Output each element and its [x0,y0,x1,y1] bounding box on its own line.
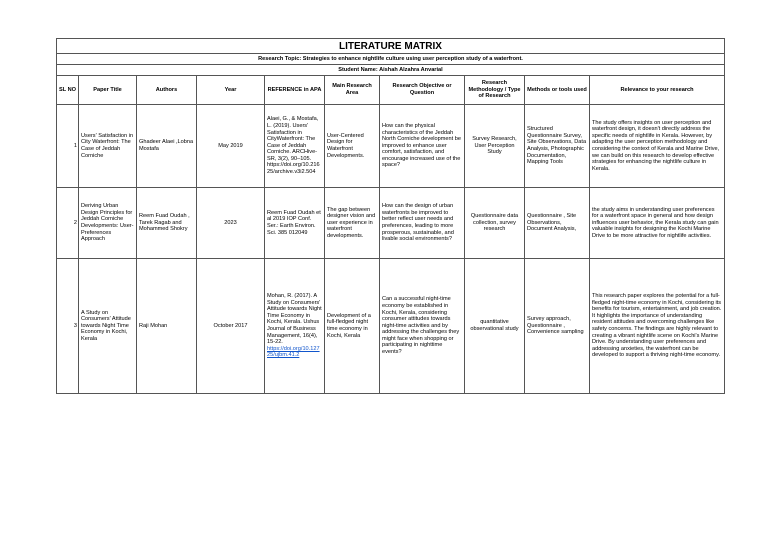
header-row [57,76,725,105]
cell-authors: Raji Mohan [137,259,197,394]
literature-matrix-table [56,38,725,394]
reference-text: Mohan, R. (2017). A Study on Consumers' Attitude towards Night Time Economy in Kochi, Kerala. Ushus Journal of Business Management, 16(4), 15-22. [267,293,322,346]
cell-reference: Reem Fuad Oudah et al 2019 IOP Conf. Ser.: Earth Environ. Sci. 385 012049 [265,188,325,259]
col-header-main-research-area: Main Research Area [325,76,380,105]
col-header-sl-no: SL NO [57,76,79,105]
cell-main-research-area: The gap between designer vision and user experience in waterfront developments. [325,188,380,259]
cell-year: May 2019 [197,105,265,188]
cell-year: October 2017 [197,259,265,394]
cell-methods-tools: Survey approach, Questionnaire , Convenience sampling [525,259,590,394]
col-header-reference: REFERENCE in APA [265,76,325,105]
student-name: Student Name: Aishah Alzahra Anvarial [57,65,725,76]
doi-link[interactable]: https://doi.org/10.12725/ujbm.41.2 [267,345,320,359]
table-row [57,259,725,394]
col-header-relevance: Relevance to your research [590,76,725,105]
cell-methods-tools: Questionnaire , Site Observations, Document Analysis, [525,188,590,259]
col-header-methods-tools: Methods or tools used [525,76,590,105]
cell-methodology: Survey Research, User Perception Study [465,105,525,188]
cell-sl-no: 1 [57,105,79,188]
cell-methodology: quantitative observational study [465,259,525,394]
research-topic: Research Topic: Strategies to enhance nightlife culture using user perception study of a waterfront. [57,54,725,65]
col-header-methodology: Research Methodology / Type of Research [465,76,525,105]
cell-objective: How can the design of urban waterfronts be improved to better reflect user needs and preferences, leading to more prosperous, sustainable, and livable social environments? [380,188,465,259]
cell-main-research-area: Development of a full-fledged night time economy in Kochi, Kerala [325,259,380,394]
cell-sl-no: 2 [57,188,79,259]
cell-relevance: This research paper explores the potential for a full-fledged night-time economy in Kochi, considering its benefits for tourism, entertainment, and job creation. It highlights the importance of understanding resident attitudes and overcoming challenges like safety concerns. The findings are highly relevant to creating a vibrant nightlife scene on Kochi's Marine Drive. By understanding user preferences and addressing anxieties, the waterfront can be developed to support a thriving night-time economy. [590,259,725,394]
cell-objective: How can the physical characteristics of the Jeddah North Corniche development be improved to enhance user comfort, satisfaction, and encourage increased use of the space? [380,105,465,188]
cell-paper-title: Users' Satisfaction in City Waterfront: The Case of Jeddah Corniche [79,105,137,188]
cell-main-research-area: User-Centered Design for Waterfront Developments. [325,105,380,188]
cell-relevance: the study aims in understanding user preferences for a waterfront space in general and how design influences user behavior, the Kerala study can gain valuable insights for designing the Kochi Marine Drive to be more attractive for nightlife activities. [590,188,725,259]
table-row [57,105,725,188]
table-row [57,188,725,259]
cell-reference: Alaei, G., & Mostafa, L. (2019). Users' Satisfaction in CityWaterfront: The Case of Jeddah Corniche. ARCHive-SR, 3(2), 90–105. https://doi.org/10.21625/archive.v3i2.504 [265,105,325,188]
cell-paper-title: Deriving Urban Design Principles for Jeddah Corniche Developments: User-Preferences Approach [79,188,137,259]
matrix-title: LITERATURE MATRIX [57,39,725,54]
cell-reference [265,259,325,394]
cell-sl-no: 3 [57,259,79,394]
cell-authors: Ghadeer Alaei ,Lobna Mostafa [137,105,197,188]
cell-paper-title: A Study on Consumers' Attitude towards Night Time Economy in Kochi, Kerala [79,259,137,394]
col-header-year: Year [197,76,265,105]
cell-year: 2023 [197,188,265,259]
cell-authors: Reem Fuad Oudah , Tarek Ragab and Mohammed Shokry [137,188,197,259]
cell-methods-tools: Structured Questionnaire Survey, Site Observations, Data Analysis, Photographic Documentation, Mapping Tools [525,105,590,188]
literature-matrix-sheet [56,38,724,394]
col-header-objective: Research Objective or Question [380,76,465,105]
col-header-paper-title: Paper Title [79,76,137,105]
cell-relevance: The study offers insights on user perception and waterfront design, it doesn't directly address the specific needs of nightlife in Kerala. However, by adapting the user perception methodology and considering the context of Kerala and Marine Drive, we can build on this research to develop effective strategies for enhancing the nightlife culture in Kerala. [590,105,725,188]
cell-objective: Can a successful night-time economy be established in Kochi, Kerala, considering consumer attitudes towards night-time activities and by addressing the challenges they might face when shopping or participating in nighttime events? [380,259,465,394]
col-header-authors: Authors [137,76,197,105]
cell-methodology: Questionnaire data collection, survey research [465,188,525,259]
